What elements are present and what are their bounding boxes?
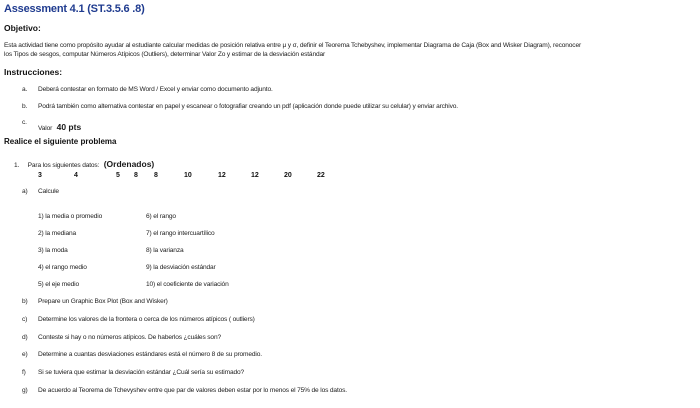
instrucciones-heading: Instrucciones: [4, 67, 63, 77]
calc-item: 3) la moda [38, 247, 68, 254]
problem-number: 1. [14, 162, 20, 169]
instruction-text-a: Deberá contestar en formato de MS Word / Excel y enviar como documento adjunto. [38, 86, 273, 93]
part-e-text: Determine a cuantas desviaciones estándares está el número 8 de su promedio. [38, 351, 262, 358]
problema-heading: Realice el siguiente problema [4, 137, 117, 146]
part-a-marker: a) [22, 188, 28, 195]
objetivo-text-line-2: los Tipos de sesgos, computar Números Atípicos (Outliers), determinar Valor Zo y estimar de la desviación estándar [4, 51, 326, 58]
part-b-marker: b) [22, 298, 28, 305]
instruction-marker-a: a. [22, 86, 28, 93]
calc-item: 2) la mediana [38, 230, 77, 237]
problem-intro [14, 154, 154, 172]
data-value: 20 [284, 172, 292, 179]
instruction-marker-b: b. [22, 103, 28, 110]
data-value: 3 [38, 172, 42, 179]
instruction-points: 40 pts [56, 122, 82, 132]
instruction-c [38, 117, 81, 135]
calc-item: 10) el coeficiente de variación [146, 281, 229, 288]
calc-item: 5) el eje medio [38, 281, 79, 288]
problem-intro-text: Para los siguientes datos: [27, 162, 100, 169]
calc-item: 8) la varianza [146, 247, 184, 254]
data-value: 8 [154, 172, 158, 179]
data-value: 12 [251, 172, 259, 179]
page-title: Assessment 4.1 (ST.3.5.6 .8) [4, 3, 145, 15]
instruction-text-c: Valor [38, 125, 53, 132]
part-c-marker: c) [22, 316, 28, 323]
calc-item: 4) el rango medio [38, 264, 87, 271]
objetivo-text-line-1: Esta actividad tiene como propósito ayudar al estudiante calcular medidas de posición relativa entre μ y σ, definir el Teorema Tchebyshev, implementar Diagrama de Caja (Box and Wisker Diagram), reconocer [4, 42, 582, 49]
problem-intro-bold: (Ordenados) [103, 159, 155, 169]
data-value: 10 [184, 172, 192, 179]
part-d-marker: d) [22, 334, 28, 341]
part-e-marker: e) [22, 351, 28, 358]
data-value: 22 [317, 172, 325, 179]
part-b-text: Prepare un Graphic Box Plot (Box and Wisker) [38, 298, 168, 305]
objetivo-heading: Objetivo: [4, 23, 41, 33]
calc-item: 7) el rango intercuartílico [146, 230, 215, 237]
part-c-text: Determine los valores de la frontera o cerca de los números atípicos ( outliers) [38, 316, 255, 323]
data-value: 12 [218, 172, 226, 179]
calc-item: 9) la desviación estándar [146, 264, 216, 271]
calc-item: 1) la media o promedio [38, 213, 103, 220]
data-value: 5 [116, 172, 120, 179]
part-g-text: De acuerdo al Teorema de Tchevyshev entre que par de valores deben estar por lo menos el 75% de los datos. [38, 387, 347, 394]
calc-item: 6) el rango [146, 213, 176, 220]
data-value: 8 [134, 172, 138, 179]
data-value: 4 [74, 172, 78, 179]
part-d-text: Conteste si hay o no números atípicos. De haberlos ¿cuáles son? [38, 334, 221, 341]
part-f-marker: f) [22, 369, 26, 376]
part-f-text: Si se tuviera que estimar la desviación estándar ¿Cuál sería su estimado? [38, 369, 245, 376]
instruction-marker-c: c. [22, 119, 27, 126]
instruction-text-b: Podrá también como alternativa contestar en papel y escanear o fotografiar creando un pdf (aplicación donde puede utilizar su celular) y enviar archivo. [38, 103, 458, 110]
part-a-text: Calcule [38, 188, 59, 195]
part-g-marker: g) [22, 387, 28, 394]
